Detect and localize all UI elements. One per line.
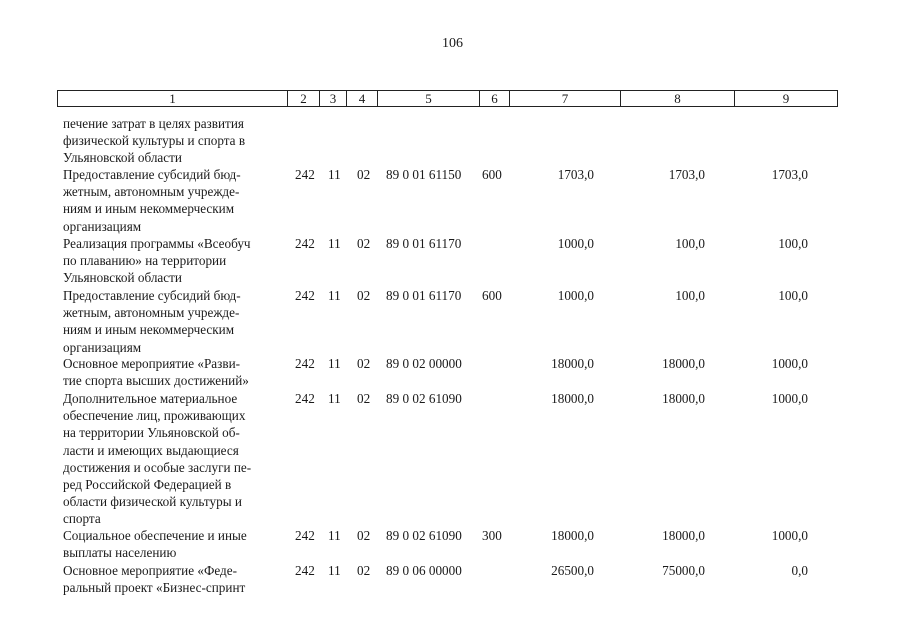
cell-col-5: 89 0 01 61170 (386, 236, 462, 251)
cell-col-4: 02 (357, 563, 371, 578)
description-line: Дополнительное материальное (63, 391, 238, 406)
description-line: Основное мероприятие «Разви- (63, 356, 241, 371)
cell-col-6: 300 (482, 528, 502, 543)
description-line: ниям и иным некоммерческим (63, 201, 235, 217)
cell-col-7: 1703,0 (557, 167, 594, 182)
cell-col-7: 18000,0 (551, 356, 594, 371)
cell-col-3: 11 (328, 236, 341, 251)
cell-col-5: 89 0 02 61090 (386, 528, 462, 543)
cell-col-9: 1703,0 (771, 167, 808, 182)
cell-col-7: 18000,0 (551, 391, 594, 406)
description-line: выплаты населению (63, 545, 177, 561)
description-line: тие спорта высших достижений» (63, 373, 249, 389)
cell-col-8: 100,0 (675, 288, 705, 303)
cell-col-9: 1000,0 (771, 356, 808, 371)
header-col-2: 2 (288, 91, 320, 106)
cell-col-3: 11 (328, 167, 341, 182)
description-line: физической культуры и спорта в (63, 133, 246, 149)
cell-col-2: 242 (295, 563, 315, 578)
description-line: Реализация программы «Всеобуч (63, 236, 251, 251)
description-line: обеспечение лиц, проживающих (63, 408, 246, 424)
cell-col-8: 18000,0 (662, 356, 705, 371)
description-line: ред Российской Федерацией в (63, 477, 232, 493)
cell-col-5: 89 0 02 00000 (386, 356, 462, 371)
header-col-9: 9 (782, 91, 790, 106)
row-description (63, 287, 281, 356)
description-line: жетным, автономным учрежде- (63, 184, 240, 200)
cell-col-3: 11 (328, 356, 341, 371)
row-description (63, 390, 281, 528)
cell-col-3: 11 (328, 563, 341, 578)
header-col-5: 5 (378, 91, 480, 106)
cell-col-4: 02 (357, 356, 371, 371)
cell-col-8: 100,0 (675, 236, 705, 251)
description-line: печение затрат в целях развития (63, 116, 244, 131)
row-description (63, 562, 281, 596)
cell-col-9: 100,0 (778, 288, 808, 303)
cell-col-8: 1703,0 (668, 167, 705, 182)
cell-col-9: 1000,0 (771, 391, 808, 406)
cell-col-4: 02 (357, 391, 371, 406)
cell-col-7: 1000,0 (557, 236, 594, 251)
description-line: организациям (63, 339, 142, 355)
page-number: 106 (442, 36, 463, 51)
description-line: организациям (63, 218, 142, 234)
cell-col-9: 1000,0 (771, 528, 808, 543)
cell-col-2: 242 (295, 528, 315, 543)
description-line: по плаванию» на территории (63, 253, 227, 269)
description-line: на территории Ульяновской об- (63, 425, 240, 441)
cell-col-2: 242 (295, 391, 315, 406)
cell-col-6: 600 (482, 288, 502, 303)
cell-col-2: 242 (295, 167, 315, 182)
cell-col-5: 89 0 01 61150 (386, 167, 462, 182)
header-col-4: 4 (347, 91, 378, 106)
cell-col-3: 11 (328, 288, 341, 303)
header-col-3: 3 (320, 91, 347, 106)
cell-col-2: 242 (295, 236, 315, 251)
row-description (63, 355, 281, 389)
description-line: спорта (63, 511, 101, 527)
table-header (57, 90, 838, 107)
description-line: Ульяновской области (63, 270, 182, 286)
description-line: Социальное обеспечение и иные (63, 528, 247, 543)
description-line: Основное мероприятие «Феде- (63, 563, 237, 578)
cell-col-3: 11 (328, 391, 341, 406)
description-line: области физической культуры и (63, 494, 242, 510)
description-line: Ульяновской области (63, 150, 182, 166)
cell-col-4: 02 (357, 236, 371, 251)
row-description (63, 235, 281, 287)
description-line: ласти и имеющих выдающиеся (63, 442, 239, 458)
cell-col-5: 89 0 06 00000 (386, 563, 462, 578)
cell-col-8: 18000,0 (662, 391, 705, 406)
cell-col-2: 242 (295, 356, 315, 371)
cell-col-3: 11 (328, 528, 341, 543)
description-line: Предоставление субсидий бюд- (63, 167, 241, 182)
header-col-6: 6 (480, 91, 510, 106)
description-line: жетным, автономным учрежде- (63, 305, 240, 321)
cell-col-7: 1000,0 (557, 288, 594, 303)
header-col-7: 7 (510, 91, 621, 106)
cell-col-4: 02 (357, 528, 371, 543)
cell-col-6: 600 (482, 167, 502, 182)
row-description (63, 115, 281, 167)
cell-col-8: 18000,0 (662, 528, 705, 543)
header-col-8: 8 (621, 91, 735, 106)
cell-col-5: 89 0 01 61170 (386, 288, 462, 303)
cell-col-4: 02 (357, 167, 371, 182)
cell-col-2: 242 (295, 288, 315, 303)
cell-col-8: 75000,0 (662, 563, 705, 578)
cell-col-9: 100,0 (778, 236, 808, 251)
cell-col-7: 18000,0 (551, 528, 594, 543)
description-line: Предоставление субсидий бюд- (63, 288, 241, 303)
cell-col-5: 89 0 02 61090 (386, 391, 462, 406)
cell-col-7: 26500,0 (551, 563, 594, 578)
description-line: достижения и особые заслуги пе- (63, 459, 252, 475)
description-line: ральный проект «Бизнес-спринт (63, 580, 246, 596)
cell-col-4: 02 (357, 288, 371, 303)
row-description (63, 527, 281, 561)
row-description (63, 166, 281, 235)
description-line: ниям и иным некоммерческим (63, 322, 235, 338)
cell-col-9: 0,0 (791, 563, 808, 578)
header-col-1: 1 (58, 91, 288, 106)
